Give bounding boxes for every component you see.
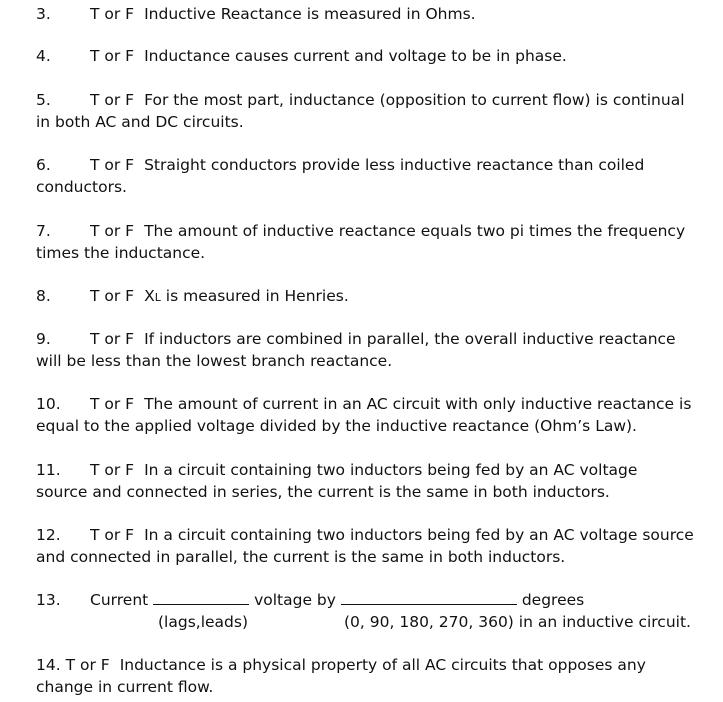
question-13	[36, 589, 723, 633]
question-text-continued: source and connected in series, the current is the same in both inductors.	[36, 483, 610, 501]
question-number: 11.	[36, 461, 61, 479]
question-number: 7.	[36, 222, 51, 240]
true-false-choice: T or F	[90, 47, 135, 65]
question-number: 3.	[36, 5, 51, 23]
question-12	[36, 524, 694, 568]
question-text: The amount of current in an AC circuit with only inductive reactance is	[144, 395, 692, 413]
question-10	[36, 393, 691, 437]
question-6	[36, 154, 644, 198]
question-14	[36, 654, 646, 698]
voltage-by-word: voltage by	[254, 591, 336, 609]
question-number: 13.	[36, 591, 61, 609]
question-7	[36, 220, 685, 264]
lags-leads-caption: (lags,leads)	[158, 613, 248, 631]
question-11	[36, 459, 637, 503]
question-text: The amount of inductive reactance equals two pi times the frequency	[144, 222, 686, 240]
question-text: Inductance causes current and voltage to be in phase.	[144, 47, 567, 65]
question-text: In a circuit containing two inductors being fed by an AC voltage source	[144, 526, 694, 544]
true-false-choice: T or F	[90, 222, 135, 240]
lags-leads-blank[interactable]	[153, 590, 249, 605]
true-false-choice: T or F	[90, 91, 135, 109]
question-5	[36, 89, 685, 133]
question-text-continued: will be less than the lowest branch reactance.	[36, 352, 393, 370]
question-number: 5.	[36, 91, 51, 109]
question-number: 12.	[36, 526, 61, 544]
question-text: Inductive Reactance is measured in Ohms.	[144, 5, 476, 23]
degrees-options: (0, 90, 180, 270, 360)	[344, 613, 514, 631]
xl-subscript: L	[154, 291, 161, 304]
question-text-continued: conductors.	[36, 178, 127, 196]
question-text-continued: in an inductive circuit.	[518, 613, 691, 631]
current-word: Current	[90, 591, 149, 609]
question-text: In a circuit containing two inductors being fed by an AC voltage	[144, 461, 638, 479]
question-number: 14.	[36, 656, 61, 674]
true-false-choice: T or F	[90, 395, 135, 413]
question-text-continued: change in current flow.	[36, 678, 214, 696]
question-text-continued: and connected in parallel, the current is the same in both inductors.	[36, 548, 566, 566]
true-false-choice: T or F	[90, 5, 135, 23]
question-text-continued: times the inductance.	[36, 244, 206, 262]
question-number: 4.	[36, 47, 51, 65]
degrees-options-caption	[344, 611, 691, 633]
true-false-choice: T or F	[90, 330, 135, 348]
question-text: For the most part, inductance (opposition to current flow) is continual	[144, 91, 685, 109]
degrees-blank[interactable]	[341, 590, 517, 605]
question-number: 6.	[36, 156, 51, 174]
question-number: 8.	[36, 287, 51, 305]
true-false-choice: T or F	[90, 287, 135, 305]
true-false-choice: T or F	[90, 461, 135, 479]
question-text-continued: in both AC and DC circuits.	[36, 113, 244, 131]
question-text: Inductance is a physical property of all AC circuits that opposes any	[119, 656, 646, 674]
question-text: If inductors are combined in parallel, the overall inductive reactance	[144, 330, 676, 348]
degrees-word: degrees	[521, 591, 585, 609]
question-8	[36, 285, 349, 309]
true-false-choice: T or F	[65, 656, 110, 674]
question-9	[36, 328, 676, 372]
true-false-choice: T or F	[90, 156, 135, 174]
question-text: Straight conductors provide less inductive reactance than coiled	[144, 156, 645, 174]
question-number: 10.	[36, 395, 61, 413]
question-number: 9.	[36, 330, 51, 348]
question-4	[36, 45, 567, 67]
true-false-choice: T or F	[90, 526, 135, 544]
question-text-continued: equal to the applied voltage divided by the inductive reactance (Ohm’s Law).	[36, 417, 637, 435]
question-text: is measured in Henries.	[160, 287, 349, 305]
question-3	[36, 3, 476, 25]
xl-symbol: X	[144, 287, 155, 305]
